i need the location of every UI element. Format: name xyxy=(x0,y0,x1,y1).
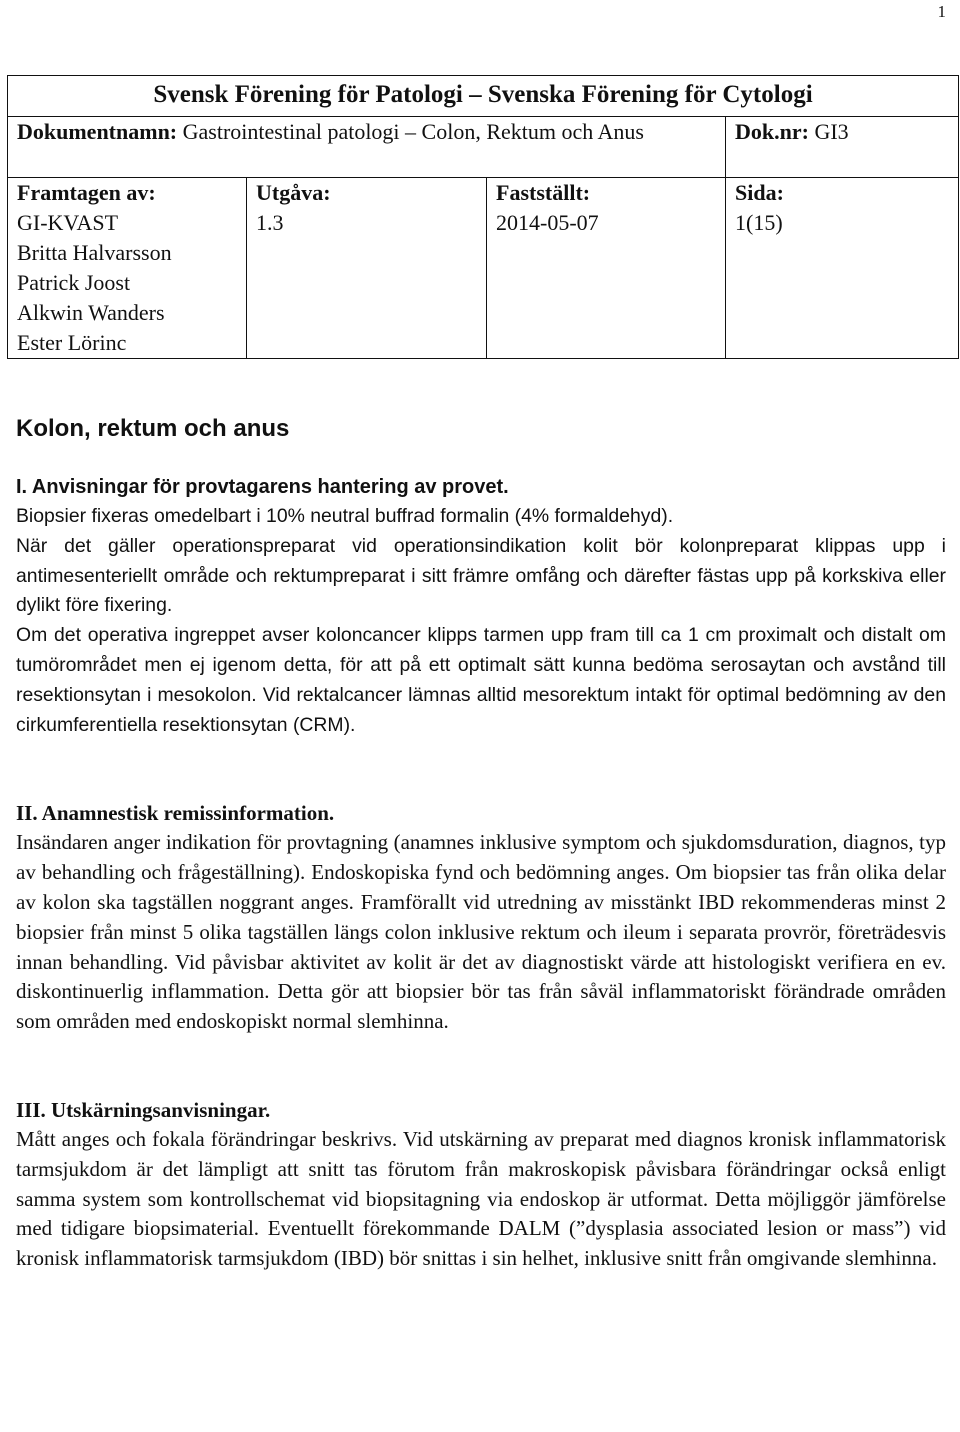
document-number-cell xyxy=(726,117,959,178)
produced-by-label: Framtagen av: xyxy=(17,180,156,205)
document-name-value: Gastrointestinal patologi – Colon, Rektum och Anus xyxy=(182,119,644,144)
established-value: 2014-05-07 xyxy=(496,210,599,235)
section-paragraph: Om det operativa ingreppet avser koloncancer klipps tarmen upp fram till ca 1 cm proximalt och distalt om tumörområdet men ej igenom detta, för att på ett optimalt sätt kunna bedöma serosaytan och avstånd till resektionsytan i mesokolon. Vid rektalcancer lämnas alltid mesorektum intakt för optimal bedömning av den cirkumferentiella resektionsytan (CRM). xyxy=(16,624,946,736)
produced-by-item: Britta Halvarsson xyxy=(17,240,172,265)
section-paragraph: Mått anges och fokala förändringar beskrivs. Vid utskärning av preparat med diagnos kronisk inflammatorisk tarmsjukdom är det lämpligt att snitt tas förutom från makroskopisk påvisbara förändringar också enligt samma system som kontrollschemat vid biopsitagning via endoskop är utformat. Detta möjliggör jämförelse med tidigare biopsimaterial. Eventuellt förekommande DALM (”dysplasia associated lesion or mass”) vid kronisk inflammatorisk tarmsjukdom (IBD) bör snittas i sin helhet, inklusive snitt från omgivande slemhinna. xyxy=(16,1126,946,1271)
produced-by-item: Alkwin Wanders xyxy=(17,300,165,325)
document-header-table xyxy=(7,75,959,359)
document-number-value: GI3 xyxy=(814,119,849,144)
produced-by-item: Patrick Joost xyxy=(17,270,131,295)
established-cell xyxy=(487,178,726,359)
page-number: 1 xyxy=(937,2,946,21)
edition-label: Utgåva: xyxy=(256,180,331,205)
page-cell xyxy=(726,178,959,359)
section-heading: II. Anamnestisk remissinformation. xyxy=(16,801,335,826)
section-heading: I. Anvisningar för provtagarens hantering av provet. xyxy=(16,476,509,498)
section-paragraph: Insändaren anger indikation för provtagning (anamnes inklusive symptom och sjukdomsduration, diagnos, typ av behandling och frågeställning). Endoskopiska fynd och bedömning anges. Om biopsier tas från olika delar av kolon ska tagställen noggrant anges. Framförallt vid utredning av misstänkt IBD rekommenderas minst 2 biopsier från minst 5 olika tagställen längs colon inklusive rektum och ileum i separata provrör, företrädesvis innan behandling. Vid påvisbar aktivitet av kolit är det av diagnostiskt värde att histologiskt verifiera en ev. diskontinuerlig inflammation. Detta gör att biopsier bör tas från såväl inflammatoriskt förändrade områden som områden med endoskopiskt normal slemhinna. xyxy=(16,830,946,1034)
document-number-label: Dok.nr: xyxy=(735,119,809,144)
document-body xyxy=(16,414,946,1274)
produced-by-cell xyxy=(8,178,247,359)
edition-cell xyxy=(247,178,487,359)
established-label: Fastställt: xyxy=(496,180,591,205)
document-name-cell xyxy=(8,117,726,178)
organization-title: Svensk Förening för Patologi – Svenska Förening för Cytologi xyxy=(8,76,959,117)
edition-value: 1.3 xyxy=(256,210,284,235)
section-heading: III. Utskärningsanvisningar. xyxy=(16,1097,271,1122)
document-title: Kolon, rektum och anus xyxy=(16,415,290,442)
section-paragraph: Biopsier fixeras omedelbart i 10% neutral buffrad formalin (4% formaldehyd). xyxy=(16,505,674,527)
produced-by-item: GI-KVAST xyxy=(17,210,119,235)
produced-by-item: Ester Lörinc xyxy=(17,330,127,355)
section-paragraph: När det gäller operationspreparat vid operationsindikation kolit bör kolonpreparat klippas upp i antimesenteriellt område och rektumpreparat i sitt främre omfång och därefter fästas upp på korkskiva eller dylikt före fixering. xyxy=(16,534,946,617)
page-value: 1(15) xyxy=(735,210,783,235)
document-name-label: Dokumentnamn: xyxy=(17,119,178,144)
page-label: Sida: xyxy=(735,180,784,205)
